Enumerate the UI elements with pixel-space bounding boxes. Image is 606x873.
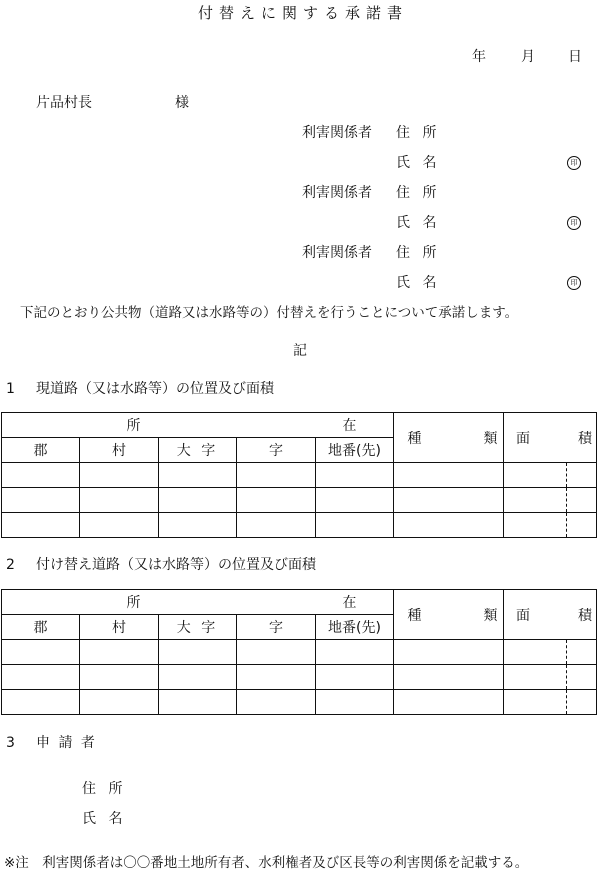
gun-header: 郡	[2, 438, 80, 463]
party-3-address-label: 住 所	[396, 245, 441, 261]
party-1-name-label: 氏 名	[396, 155, 441, 171]
type-header: 種 類	[394, 590, 504, 640]
section-2-number: 2	[6, 557, 15, 573]
party-1-address-label: 住 所	[396, 125, 441, 141]
replacement-location-table	[1, 589, 597, 715]
applicant-name-label: 氏 名	[82, 811, 127, 827]
addressee-name: 片品村長	[36, 95, 92, 111]
table-row	[2, 640, 597, 665]
party-2-role: 利害関係者	[302, 185, 372, 201]
mura-header: 村	[80, 438, 159, 463]
addressee-honorific: 様	[175, 95, 189, 111]
party-2-name-label: 氏 名	[396, 215, 441, 231]
table-row	[2, 463, 597, 488]
party-3-seal-icon: 印	[567, 276, 581, 290]
date-year-label: 年	[472, 49, 486, 65]
document-title: 付替えに関する承諾書	[197, 4, 408, 22]
table-row	[2, 690, 597, 715]
section-3-number: 3	[6, 735, 15, 751]
party-1-seal-icon: 印	[567, 156, 581, 170]
table-row	[2, 665, 597, 690]
type-header: 種 類	[394, 413, 504, 463]
mura-header: 村	[80, 615, 159, 640]
location-header: 所 在	[2, 590, 394, 615]
area-header: 面 積	[504, 590, 597, 640]
chiban-header: 地番(先)	[316, 615, 394, 640]
table-row	[2, 513, 597, 538]
table-row	[2, 488, 597, 513]
area-header: 面 積	[504, 413, 597, 463]
aza-header: 字	[237, 615, 316, 640]
consent-statement: 下記のとおり公共物（道路又は水路等の）付替えを行うことについて承諾します。	[20, 305, 519, 321]
date-month-label: 月	[521, 49, 535, 65]
ki-label: 記	[293, 343, 307, 359]
applicant-address-label: 住 所	[82, 781, 127, 797]
current-location-table	[1, 412, 597, 538]
section-1-title: 現道路（又は水路等）の位置及び面積	[36, 381, 274, 397]
chiban-header: 地番(先)	[316, 438, 394, 463]
aza-header: 字	[237, 438, 316, 463]
ooaza-header: 大 字	[159, 438, 237, 463]
party-3-name-label: 氏 名	[396, 275, 441, 291]
ooaza-header: 大 字	[159, 615, 237, 640]
section-2-title: 付け替え道路（又は水路等）の位置及び面積	[36, 557, 316, 573]
section-3-title: 申 請 者	[36, 735, 97, 751]
party-2-seal-icon: 印	[567, 216, 581, 230]
location-header: 所 在	[2, 413, 394, 438]
party-3-role: 利害関係者	[302, 245, 372, 261]
gun-header: 郡	[2, 615, 80, 640]
section-1-number: 1	[6, 381, 15, 397]
party-2-address-label: 住 所	[396, 185, 441, 201]
date-day-label: 日	[568, 49, 582, 65]
party-1-role: 利害関係者	[302, 125, 372, 141]
footnote: ※注 利害関係者は〇〇番地土地所有者、水利権者及び区長等の利害関係を記載する。	[4, 855, 529, 871]
